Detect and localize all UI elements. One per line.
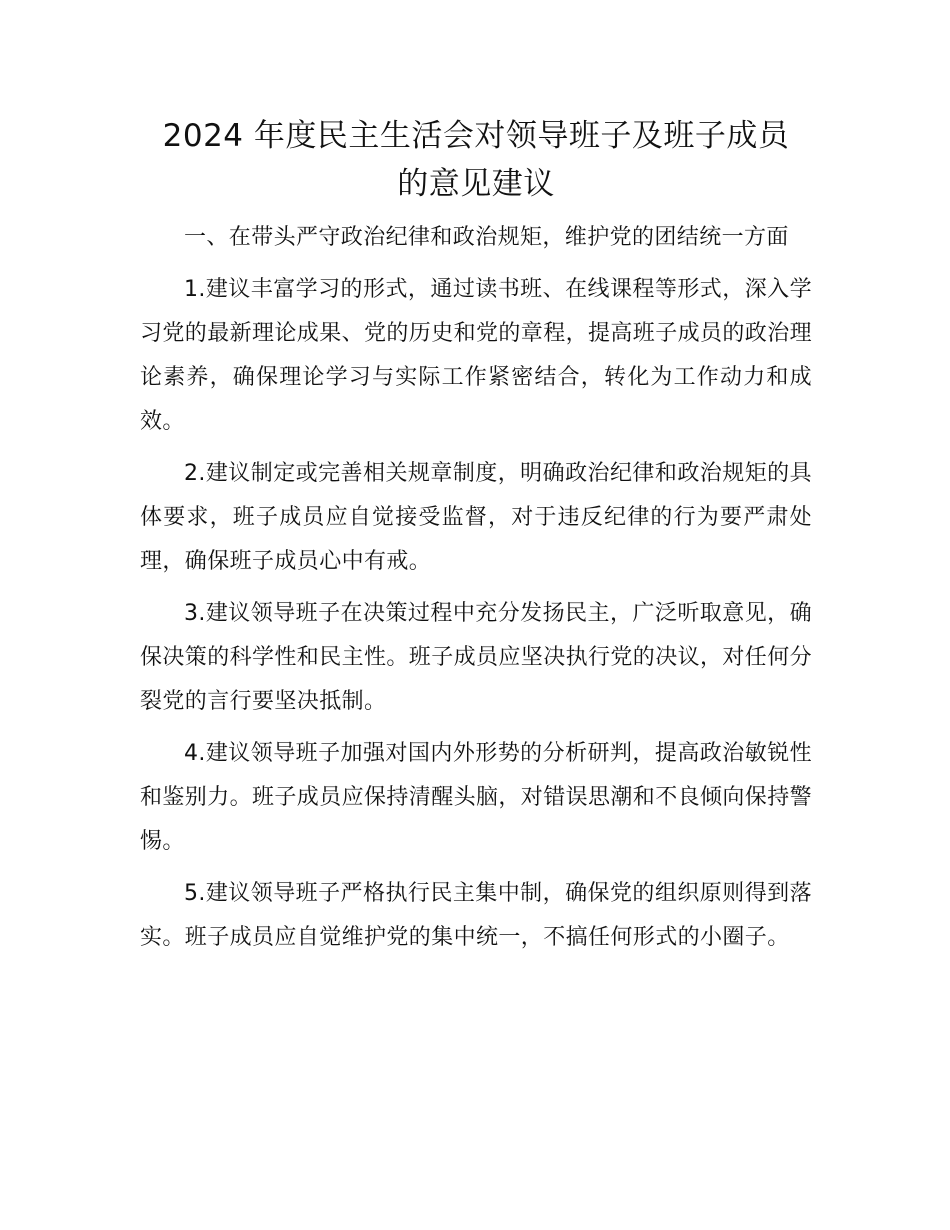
title-line-2: 的意见建议	[397, 166, 555, 202]
item-5: 5.建议领导班子严格执行民主集中制，确保党的组织原则得到落实。班子成员应自觉维护党的集中统一，不搞任何形式的小圈子。	[140, 881, 812, 950]
document-title	[140, 112, 812, 208]
title-line-1: 2024 年度民主生活会对领导班子及班子成员	[162, 118, 790, 154]
document-page	[140, 112, 812, 968]
item-2: 2.建议制定或完善相关规章制度，明确政治纪律和政治规矩的具体要求，班子成员应自觉接受监督，对于违反纪律的行为要严肃处理，确保班子成员心中有戒。	[140, 461, 812, 574]
item-3: 3.建议领导班子在决策过程中充分发扬民主，广泛听取意见，确保决策的科学性和民主性。班子成员应坚决执行党的决议，对任何分裂党的言行要坚决抵制。	[140, 601, 813, 714]
item-1: 1.建议丰富学习的形式，通过读书班、在线课程等形式，深入学习党的最新理论成果、党的历史和党的章程，提高班子成员的政治理论素养，确保理论学习与实际工作紧密结合，转化为工作动力和成效。	[140, 277, 813, 434]
section-heading: 一、在带头严守政治纪律和政治规矩，维护党的团结统一方面	[184, 225, 789, 250]
item-4: 4.建议领导班子加强对国内外形势的分析研判，提高政治敏锐性和鉴别力。班子成员应保持清醒头脑，对错误思潮和不良倾向保持警惕。	[140, 741, 813, 854]
